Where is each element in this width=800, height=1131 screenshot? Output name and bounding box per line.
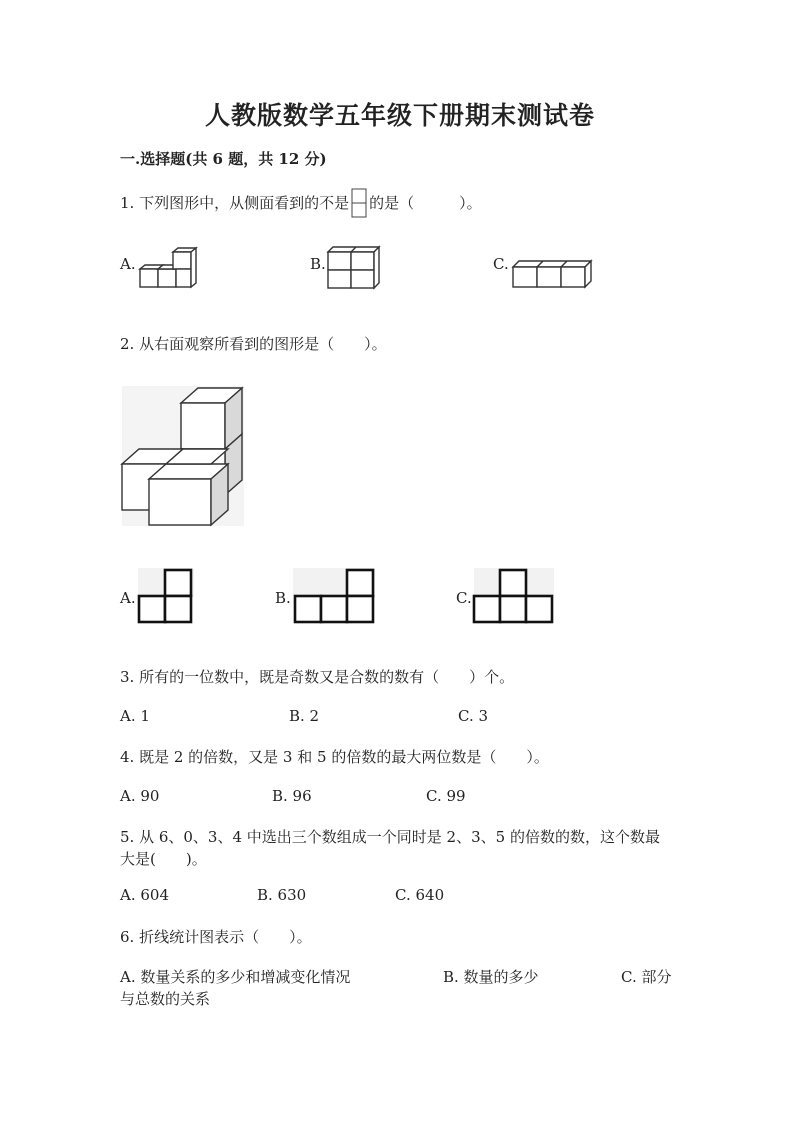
q3-option-b[interactable]: B. 2 [289, 707, 320, 725]
page-title: 人教版数学五年级下册期末测试卷 [204, 101, 595, 130]
q2-option-a-label[interactable]: A. [120, 589, 136, 607]
question-1 [120, 188, 482, 218]
q5-option-c[interactable]: C. 640 [395, 886, 445, 904]
q1-option-b-label[interactable]: B. [310, 255, 326, 273]
q6-option-a[interactable]: A. 数量关系的多少和增减变化情况 [120, 968, 351, 986]
q1-option-c-label[interactable]: C. [493, 255, 509, 273]
q4-option-b[interactable]: B. 96 [272, 787, 312, 805]
q1-option-a-label[interactable]: A. [120, 255, 136, 273]
q6-option-c-wrap: 与总数的关系 [120, 990, 211, 1008]
q6-option-c[interactable]: C. 部分 [621, 968, 672, 986]
q2-option-c-label[interactable]: C. [456, 589, 472, 607]
q2-option-b-label[interactable]: B. [275, 589, 291, 607]
q1-option-c-figure [511, 259, 593, 289]
q4-option-c[interactable]: C. 99 [426, 787, 466, 805]
q3-option-a[interactable]: A. 1 [120, 707, 150, 725]
q4-option-a[interactable]: A. 90 [120, 787, 160, 805]
q2-option-a-figure [138, 568, 194, 624]
q1-option-b-figure [326, 246, 382, 290]
q6-option-b[interactable]: B. 数量的多少 [443, 968, 539, 986]
question-2: 2. 从右面观察所看到的图形是（ ）。 [120, 335, 387, 353]
question-3: 3. 所有的一位数中，既是奇数又是合数的数有（ ）个。 [120, 668, 515, 686]
q2-option-b-figure [293, 568, 375, 624]
question-1-text-after: 的是（ ）。 [369, 194, 482, 212]
section-heading: 一.选择题(共 6 题，共 12 分) [120, 150, 327, 168]
question-4: 4. 既是 2 的倍数，又是 3 和 5 的倍数的最大两位数是（ ）。 [120, 748, 549, 766]
question-6: 6. 折线统计图表示（ ）。 [120, 928, 312, 946]
inline-stack-figure [351, 188, 367, 218]
q3-option-c[interactable]: C. 3 [458, 707, 489, 725]
question-5-line-1: 5. 从 6、0、3、4 中选出三个数组成一个同时是 2、3、5 的倍数的数，这个数最 [120, 828, 660, 846]
question-1-text-before: 1. 下列图形中，从侧面看到的不是 [120, 194, 350, 212]
q1-option-a-figure [138, 247, 198, 289]
q5-option-a[interactable]: A. 604 [120, 886, 169, 904]
q2-option-c-figure [474, 568, 554, 624]
q2-cube-stack-figure [122, 386, 244, 526]
question-5-line-2: 大是( )。 [120, 850, 207, 868]
q5-option-b[interactable]: B. 630 [257, 886, 307, 904]
